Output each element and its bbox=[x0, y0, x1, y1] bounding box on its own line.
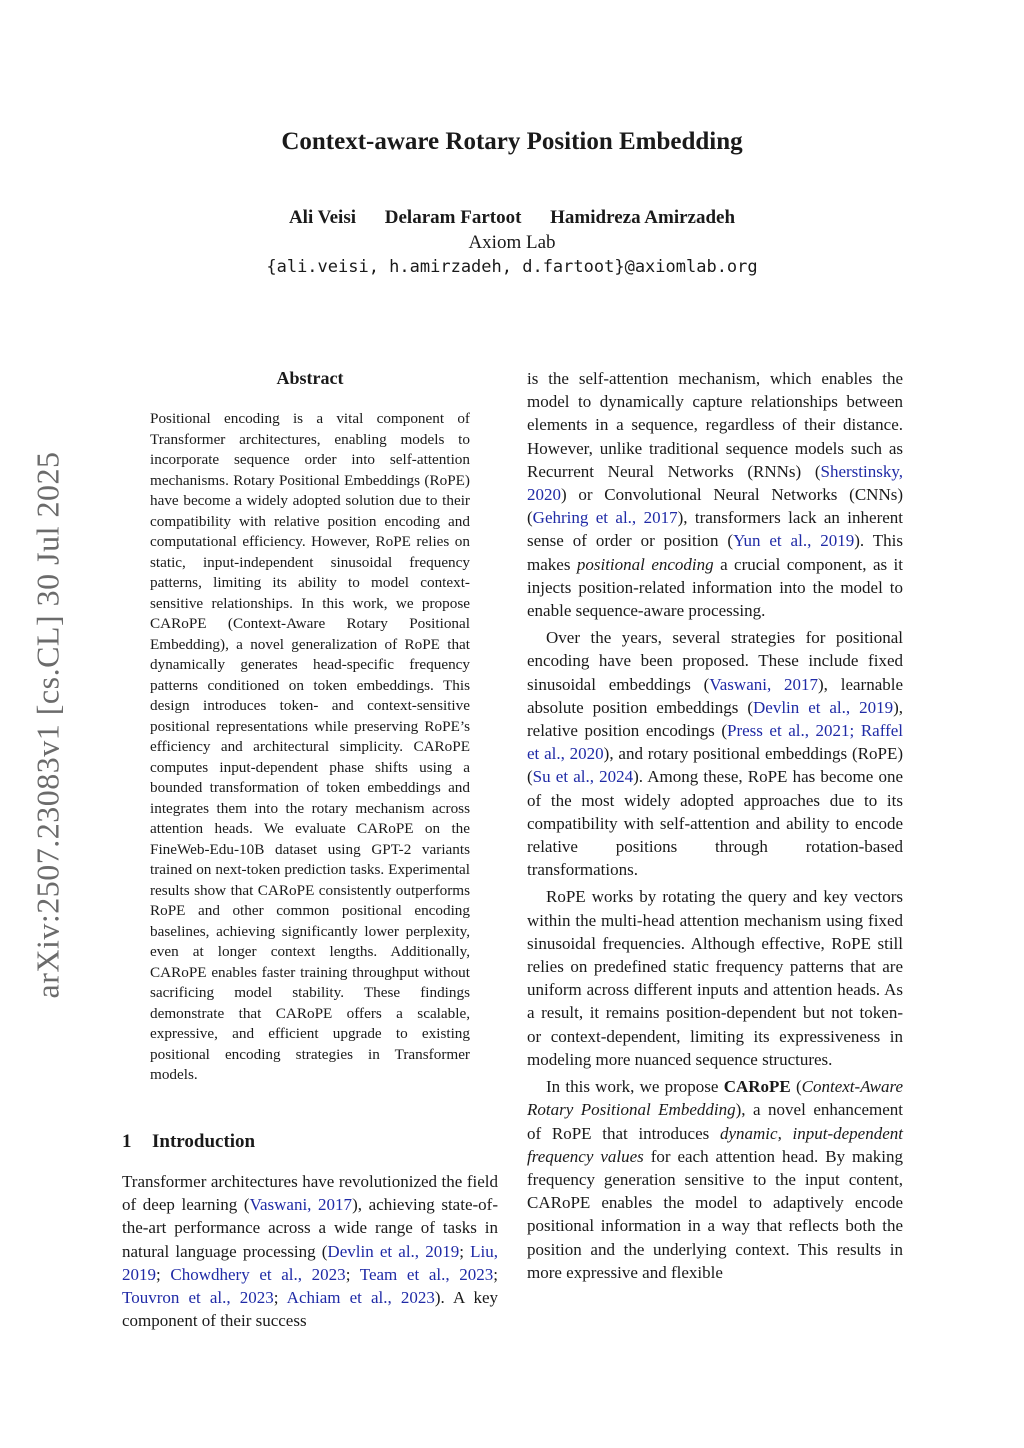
text-run: In this work, we propose bbox=[546, 1077, 724, 1097]
citation-link[interactable]: Gehring et al., 2017 bbox=[532, 508, 678, 528]
emphasis-text: positional encoding bbox=[576, 554, 714, 574]
text-run: ; bbox=[156, 1264, 171, 1284]
intro-right-column bbox=[527, 367, 903, 1288]
section-title: Introduction bbox=[152, 1131, 256, 1152]
citation-link[interactable]: Achiam et al., 2023 bbox=[286, 1288, 435, 1308]
intro-paragraph: RoPE works by rotating the query and key vectors within the multi-head attention mechanism using fixed sinusoidal frequencies. Although effective, RoPE still relies on predefined static frequency patterns that are uniform across different inputs and attention heads. As a result, it remains position-dependent but not token- or context-dependent, limiting its expressiveness in modeling more nuanced sequence structures. bbox=[527, 887, 903, 1069]
intro-left-column bbox=[122, 1170, 498, 1332]
citation-link[interactable]: Touvron et al., 2023 bbox=[122, 1288, 274, 1308]
text-run: ), transformers lack an inherent sense of order or position ( bbox=[527, 508, 903, 551]
text-run: ; bbox=[459, 1241, 471, 1261]
text-run: ; bbox=[273, 1288, 287, 1308]
text-run: a crucial component, as it injects position-related information into the model to enable sequence-aware processing. bbox=[527, 554, 904, 621]
citation-link[interactable]: Liu, 2019 bbox=[122, 1241, 498, 1284]
citation-link[interactable]: Su et al., 2024 bbox=[532, 767, 634, 787]
citation-link[interactable]: Devlin et al., 2019 bbox=[753, 697, 894, 717]
affiliation: Axiom Lab bbox=[468, 232, 556, 253]
abstract-heading: Abstract bbox=[276, 368, 344, 388]
text-run: Transformer architectures have revolutionized the field of deep learning ( bbox=[122, 1172, 498, 1215]
text-run: ), relative position encodings ( bbox=[527, 697, 903, 741]
intro-paragraph bbox=[527, 367, 903, 622]
text-run: for each attention head. By making frequency generation sensitive to the input content, CARoPE enables the model to adaptively encode positional information in a way that reflects both the position and the underlying context. This results in more expressive and flexible bbox=[527, 1146, 903, 1282]
citation-link[interactable]: Sherstinsky, 2020 bbox=[527, 461, 903, 505]
arxiv-identifier: arXiv:2507.23083v1 [cs.CL] 30 Jul 2025 bbox=[29, 451, 66, 999]
author-list bbox=[0, 207, 1024, 229]
section-heading bbox=[122, 1131, 255, 1153]
text-run: ), learnable absolute position embeddings ( bbox=[527, 674, 904, 717]
text-run: ), and rotary positional embeddings (RoPE) ( bbox=[527, 744, 903, 787]
citation-link[interactable]: Team et al., 2023 bbox=[359, 1264, 494, 1284]
text-run: ; bbox=[493, 1264, 498, 1284]
text-run: ). Among these, RoPE has become one of the most widely adopted approaches due to its compatibility with self-attention and ability to encode relative positions through rotation-based transformations. bbox=[527, 767, 903, 880]
text-run: ) or Convolutional Neural Networks (CNNs) ( bbox=[527, 485, 903, 528]
text-run: ). This makes bbox=[527, 531, 903, 574]
text-run: Over the years, several strategies for positional encoding have been proposed. These include fixed sinusoidal embeddings ( bbox=[527, 628, 903, 694]
bold-text: CARoPE bbox=[723, 1077, 791, 1097]
citation-link[interactable]: Yun et al., 2019 bbox=[733, 531, 855, 551]
text-run: ), achieving state-of-the-art performance across a wide range of tasks in natural language processing ( bbox=[122, 1195, 498, 1261]
section-number: 1 bbox=[122, 1131, 132, 1152]
intro-paragraph bbox=[527, 1075, 903, 1284]
author-name: Hamidreza Amirzadeh bbox=[550, 207, 736, 228]
text-run: ; bbox=[345, 1264, 360, 1284]
author-name: Delaram Fartoot bbox=[384, 207, 522, 228]
citation-link[interactable]: Chowdhery et al., 2023 bbox=[170, 1264, 346, 1284]
text-run: ( bbox=[790, 1077, 802, 1097]
abstract-body: Positional encoding is a vital component of Transformer architectures, enabling models to incorporate sequence order into self-attention mechanisms. Rotary Positional Embeddings (RoPE) have become a widely adopted solution due to their compatibility with relative position encoding and computational efficiency. However, RoPE relies on static, input-independent sinusoidal frequency patterns, limiting its ability to model context-sensitive relationships. In this work, we propose CARoPE (Context-Aware Rotary Positional Embedding), a novel generalization of RoPE that dynamically generates head-specific frequency patterns conditioned on token embeddings. This design introduces token- and context-sensitive positional representations while preserving RoPE’s efficiency and architectural simplicity. CARoPE computes input-dependent phase shifts using a bounded transformation of token embeddings and integrates them into the rotary mechanism across attention heads. We evaluate CARoPE on the FineWeb-Edu-10B dataset using GPT-2 variants trained on next-token prediction tasks. Experimental results show that CARoPE consistently outperforms RoPE and other common positional encoding baselines, achieving significantly lower perplexity, even at longer context lengths. Additionally, CARoPE enables faster training throughput without sacrificing model stability. These findings demonstrate that CARoPE offers a scalable, expressive, and efficient upgrade to existing positional encoding strategies in Transformer models. bbox=[150, 410, 470, 1083]
text-run: is the self-attention mechanism, which enables the model to dynamically capture relationships between elements in a sequence, regardless of their distance. However, unlike traditional sequence models such as Recurrent Neural Networks (RNNs) ( bbox=[527, 369, 903, 481]
text-run: ), a novel enhancement of RoPE that introduces bbox=[527, 1100, 903, 1143]
emphasis-text: dynamic, input-dependent frequency values bbox=[527, 1123, 903, 1166]
text-run: ). A key component of their success bbox=[122, 1288, 498, 1331]
emphasis-text: Context-Aware Rotary Positional Embedding bbox=[527, 1077, 903, 1120]
arxiv-side-stamp bbox=[18, 430, 78, 1020]
citation-link[interactable]: Vaswani, 2017 bbox=[249, 1195, 353, 1215]
paper-title: Context-aware Rotary Position Embedding bbox=[281, 128, 743, 155]
intro-paragraph bbox=[122, 1170, 498, 1332]
intro-paragraph bbox=[527, 626, 903, 881]
citation-link[interactable]: Press et al., 2021; Raffel et al., 2020 bbox=[527, 721, 903, 764]
citation-link[interactable]: Vaswani, 2017 bbox=[709, 674, 819, 694]
author-emails: {ali.veisi, h.amirzadeh, d.fartoot}@axiomlab.org bbox=[266, 257, 758, 277]
citation-link[interactable]: Devlin et al., 2019 bbox=[327, 1241, 460, 1261]
author-name: Ali Veisi bbox=[288, 207, 357, 228]
